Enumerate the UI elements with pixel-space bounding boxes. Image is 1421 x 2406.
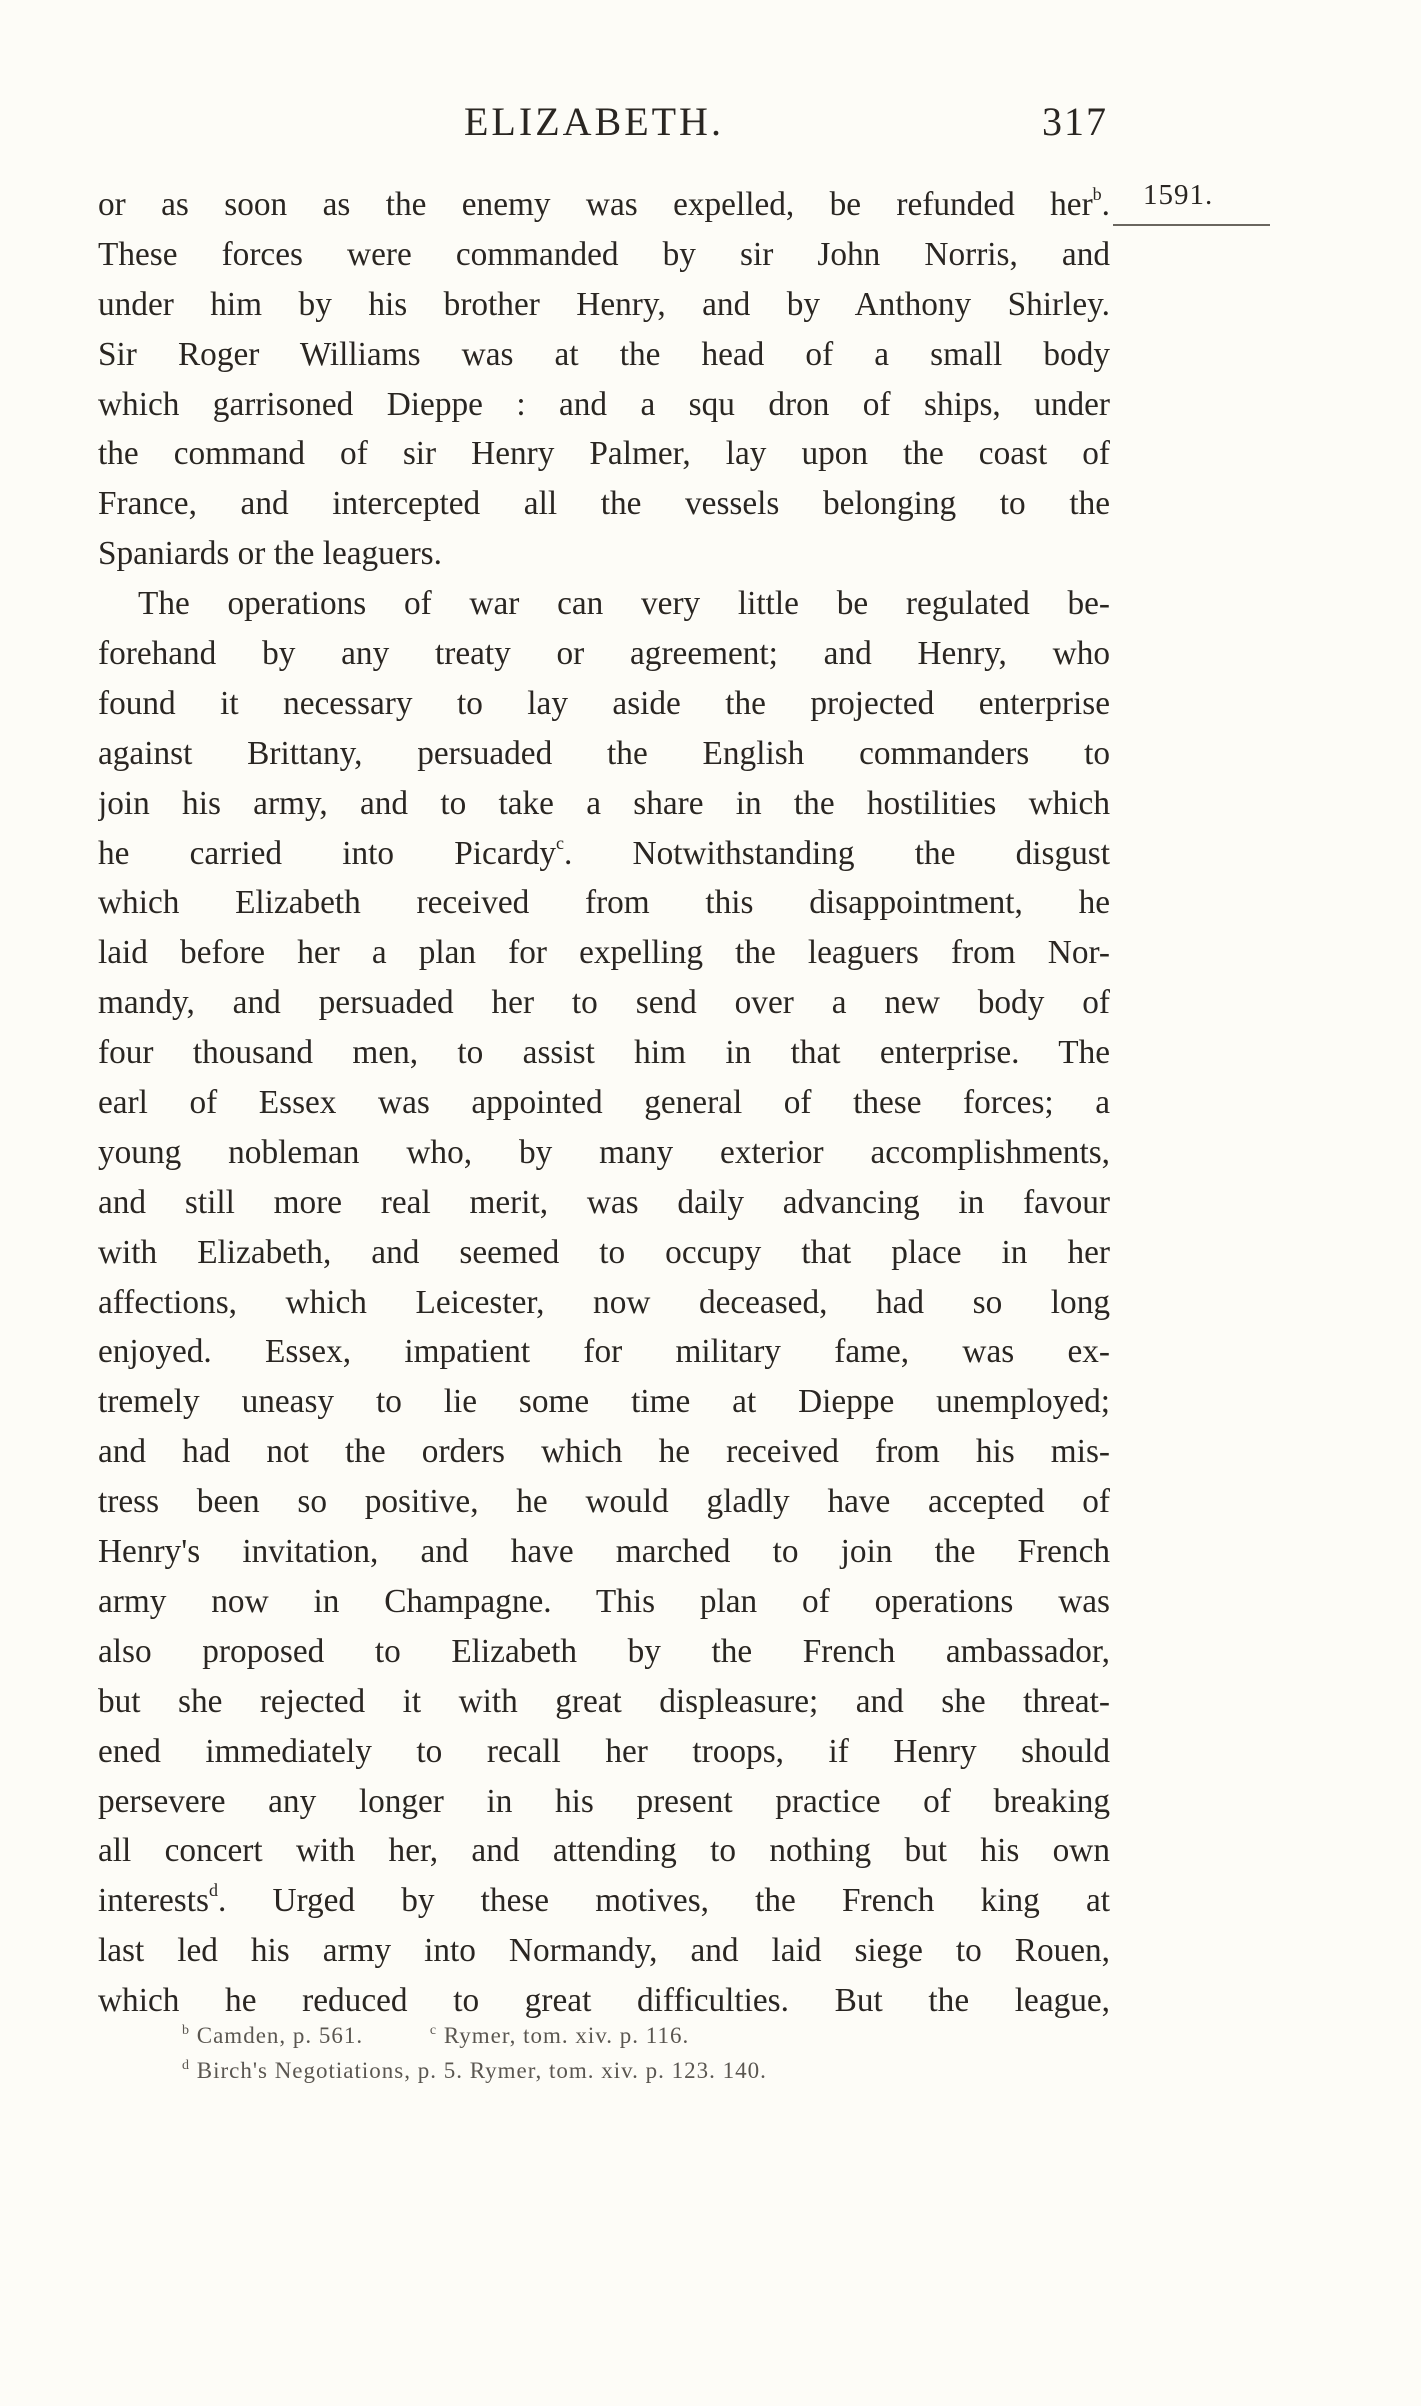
text-line-content: against Brittany, persuaded the English commanders to xyxy=(98,734,1110,772)
text-line xyxy=(98,978,1110,1028)
footnote-text: Rymer, tom. xiv. p. 116. xyxy=(443,2023,690,2048)
text-line xyxy=(98,1477,1110,1527)
text-line-content: mandy, and persuaded her to send over a new body of xyxy=(98,984,1110,1022)
text-line xyxy=(98,280,1110,330)
text-line-content: which garrisoned Dieppe : and a squ dron of ships, under xyxy=(98,385,1110,423)
running-head xyxy=(98,98,1108,158)
text-line xyxy=(98,180,1110,230)
text-line-continuation: . Urged by these motives, the French king at xyxy=(217,1882,1110,1920)
text-line-content: or as soon as the enemy was expelled, be refunded her xyxy=(98,186,1093,223)
text-line xyxy=(98,479,1110,529)
text-line xyxy=(98,1826,1110,1876)
text-line-content: under him by his brother Henry, and by Anthony Shirley. xyxy=(98,285,1110,323)
text-line-content: Sir Roger Williams was at the head of a small body xyxy=(98,335,1110,373)
body-text xyxy=(98,180,1110,2026)
text-line xyxy=(98,1078,1110,1128)
text-line xyxy=(98,1028,1110,1078)
text-line xyxy=(98,1876,1110,1926)
footnote-text: Camden, p. 561. xyxy=(196,2023,364,2048)
text-line xyxy=(98,629,1110,679)
footnote-mark: c xyxy=(429,2023,438,2038)
footnotes xyxy=(182,2018,1082,2088)
footnote-reference: c xyxy=(556,832,565,853)
text-line-content: last led his army into Normandy, and laid siege to Rouen, xyxy=(98,1932,1110,1970)
text-line-content: but she rejected it with great displeasure; and she threat- xyxy=(98,1682,1110,1720)
text-line-continuation: . Notwithstanding the disgust xyxy=(564,834,1110,872)
text-line xyxy=(98,878,1110,928)
text-line xyxy=(98,1926,1110,1976)
text-line xyxy=(98,1627,1110,1677)
footnote-reference: b xyxy=(1092,184,1102,204)
text-line xyxy=(98,429,1110,479)
text-line xyxy=(98,1777,1110,1827)
text-line xyxy=(98,1677,1110,1727)
text-line-continuation: . xyxy=(1101,186,1110,223)
text-line xyxy=(98,1327,1110,1377)
text-line-content: earl of Essex was appointed general of these forces; a xyxy=(98,1084,1110,1122)
footnote-mark: b xyxy=(182,2023,190,2038)
footnote-mark: d xyxy=(182,2058,190,2073)
text-line xyxy=(98,928,1110,978)
text-line-content: affections, which Leicester, now deceased, had so long xyxy=(98,1283,1110,1321)
text-line xyxy=(98,1577,1110,1627)
text-line xyxy=(98,529,1110,579)
text-line-content: Henry's invitation, and have marched to join the French xyxy=(98,1533,1110,1571)
text-line-content: forehand by any treaty or agreement; and Henry, who xyxy=(98,635,1110,673)
text-line xyxy=(98,1427,1110,1477)
page-number: 317 xyxy=(1042,99,1108,144)
text-line xyxy=(98,1377,1110,1427)
marginal-rule xyxy=(1113,224,1270,226)
text-line-content: Spaniards or the leaguers. xyxy=(98,535,442,573)
text-line-content: which he reduced to great difficulties. But the league, xyxy=(98,1982,1110,2020)
text-line xyxy=(98,1527,1110,1577)
text-line xyxy=(98,230,1110,280)
text-line-content: join his army, and to take a share in the hostilities which xyxy=(98,784,1110,822)
text-line xyxy=(98,779,1110,829)
text-line-content: young nobleman who, by many exterior accomplishments, xyxy=(98,1133,1110,1171)
text-line-content: The operations of war can very little be regulated be- xyxy=(138,585,1110,623)
text-line-content: army now in Champagne. This plan of operations was xyxy=(98,1582,1110,1620)
text-line-content: These forces were commanded by sir John Norris, and xyxy=(98,235,1110,273)
text-line-content: laid before her a plan for expelling the leaguers from Nor- xyxy=(98,934,1110,972)
text-line xyxy=(98,1278,1110,1328)
text-line-content: which Elizabeth received from this disappointment, he xyxy=(98,884,1110,922)
text-line-content: and had not the orders which he received from his mis- xyxy=(98,1433,1110,1471)
text-line-content: and still more real merit, was daily advancing in favour xyxy=(98,1183,1110,1221)
text-line-content: interests xyxy=(98,1882,209,1920)
text-line-content: tress been so positive, he would gladly have accepted of xyxy=(98,1483,1110,1521)
text-line xyxy=(98,579,1110,629)
text-line-content: also proposed to Elizabeth by the French ambassador, xyxy=(98,1632,1110,1670)
text-line-content: with Elizabeth, and seemed to occupy that place in her xyxy=(98,1233,1110,1271)
text-line xyxy=(98,679,1110,729)
text-line-content: France, and intercepted all the vessels belonging to the xyxy=(98,485,1110,523)
text-line-content: found it necessary to lay aside the projected enterprise xyxy=(98,684,1110,722)
footnote-reference: d xyxy=(208,1880,218,1901)
text-line xyxy=(98,1228,1110,1278)
text-line xyxy=(98,380,1110,430)
text-line-content: four thousand men, to assist him in that enterprise. The xyxy=(98,1034,1110,1072)
marginal-year: 1591. xyxy=(1143,179,1214,211)
text-line-content: enjoyed. Essex, impatient for military fame, was ex- xyxy=(98,1333,1110,1371)
text-line-content: ened immediately to recall her troops, if Henry should xyxy=(98,1732,1110,1770)
footnote-text: Birch's Negotiations, p. 5. Rymer, tom. xiv. p. 123. 140. xyxy=(196,2058,767,2083)
text-line xyxy=(98,1128,1110,1178)
footnote-line-2 xyxy=(182,2053,1082,2088)
text-line xyxy=(98,1178,1110,1228)
text-line xyxy=(98,729,1110,779)
text-line xyxy=(98,330,1110,380)
text-line xyxy=(98,1727,1110,1777)
text-line xyxy=(98,829,1110,879)
text-line-content: persevere any longer in his present practice of breaking xyxy=(98,1782,1110,1820)
text-line-content: all concert with her, and attending to nothing but his own xyxy=(98,1832,1110,1870)
footnote-line-1 xyxy=(182,2018,1082,2053)
text-line-content: he carried into Picardy xyxy=(98,834,557,872)
text-line-content: tremely uneasy to lie some time at Dieppe unemployed; xyxy=(98,1383,1110,1421)
text-line-content: the command of sir Henry Palmer, lay upon the coast of xyxy=(98,435,1110,473)
running-head-title: ELIZABETH. xyxy=(464,99,724,144)
